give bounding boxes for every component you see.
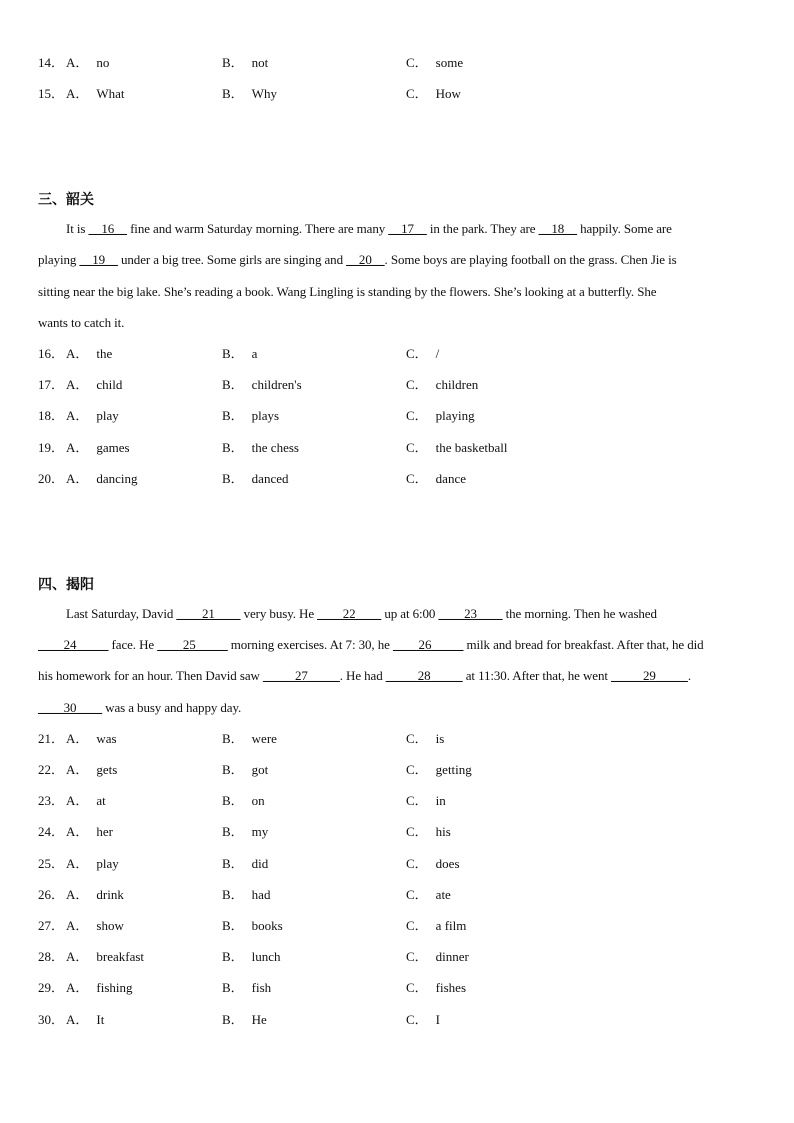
passage4-line3: his homework for an hour. Then David saw _____27_____. He had _____28_____ at 11:30. After that, he went _____29_____.	[38, 668, 691, 683]
question-number: 19．	[38, 440, 65, 455]
option-a: A． play	[66, 408, 119, 423]
option-c: C． I	[406, 1012, 441, 1027]
option-a: A． dancing	[66, 471, 138, 486]
passage3-line1: It is __16__ fine and warm Saturday morning. There are many __17__ in the park. They are __18__ happily. Some are	[66, 221, 672, 236]
question-number: 15．	[38, 86, 65, 101]
passage3-line4: wants to catch it.	[38, 315, 125, 330]
option-c: C． in	[406, 793, 446, 808]
option-b: B． got	[222, 762, 269, 777]
option-b: B． plays	[222, 408, 280, 423]
passage4-line4: ____30____ was a busy and happy day.	[38, 700, 242, 715]
option-a: A． play	[66, 856, 119, 871]
question-number: 21．	[38, 731, 65, 746]
question-number: 26．	[38, 887, 65, 902]
option-a: A． the	[66, 346, 113, 361]
option-a: A． at	[66, 793, 106, 808]
passage4-line1: Last Saturday, David ____21____ very busy. He ____22____ up at 6:00 ____23____ the morning. Then he washed	[66, 606, 657, 621]
question-number: 16．	[38, 346, 65, 361]
option-a: A． gets	[66, 762, 118, 777]
option-c: C． a film	[406, 918, 467, 933]
option-a: A． breakfast	[66, 949, 145, 964]
option-b: B． Why	[222, 86, 277, 101]
question-number: 29．	[38, 980, 65, 995]
option-c: C． does	[406, 856, 460, 871]
passage3-line2: playing __19__ under a big tree. Some girls are singing and __20__. Some boys are playing football on the grass. Chen Jie is	[38, 252, 677, 267]
option-b: B． fish	[222, 980, 272, 995]
option-a: A． was	[66, 731, 117, 746]
option-c: C． ate	[406, 887, 451, 902]
option-c: C． How	[406, 86, 461, 101]
question-number: 28．	[38, 949, 65, 964]
section-heading-jieyang: 四、揭阳	[38, 577, 94, 593]
option-b: B． danced	[222, 471, 289, 486]
option-b: B． lunch	[222, 949, 281, 964]
option-a: A． What	[66, 86, 125, 101]
question-number: 22．	[38, 762, 65, 777]
option-b: B． did	[222, 856, 269, 871]
question-number: 30．	[38, 1012, 65, 1027]
option-c: C． /	[406, 346, 440, 361]
option-c: C． dance	[406, 471, 466, 486]
option-b: B． not	[222, 55, 269, 70]
section-heading-shaoguan: 三、韶关	[38, 192, 94, 208]
question-number: 18．	[38, 408, 65, 423]
option-c: C． his	[406, 824, 451, 839]
option-b: B． books	[222, 918, 283, 933]
option-a: A． It	[66, 1012, 105, 1027]
option-c: C． playing	[406, 408, 475, 423]
option-b: B． had	[222, 887, 271, 902]
option-a: A． her	[66, 824, 113, 839]
option-c: C． fishes	[406, 980, 467, 995]
option-c: C． the basketball	[406, 440, 508, 455]
question-number: 27．	[38, 918, 65, 933]
option-b: B． a	[222, 346, 258, 361]
option-a: A． drink	[66, 887, 124, 902]
passage3-line3: sitting near the big lake. She’s reading a book. Wang Lingling is standing by the flowers. She’s looking at a butterfly. She	[38, 284, 657, 299]
option-a: A． fishing	[66, 980, 133, 995]
option-c: C． is	[406, 731, 445, 746]
question-number: 25．	[38, 856, 65, 871]
option-a: A． no	[66, 55, 110, 70]
question-number: 14．	[38, 55, 65, 70]
option-c: C． dinner	[406, 949, 469, 964]
question-number: 20．	[38, 471, 65, 486]
option-c: C． children	[406, 377, 479, 392]
option-b: B． on	[222, 793, 265, 808]
option-c: C． getting	[406, 762, 472, 777]
option-b: B． He	[222, 1012, 267, 1027]
option-b: B． my	[222, 824, 269, 839]
option-b: B． were	[222, 731, 277, 746]
option-b: B． children's	[222, 377, 302, 392]
question-number: 17．	[38, 377, 65, 392]
option-a: A． child	[66, 377, 123, 392]
option-a: A． show	[66, 918, 124, 933]
option-c: C． some	[406, 55, 464, 70]
passage4-line2: ____24_____ face. He ____25_____ morning exercises. At 7: 30, he ____26_____ milk and bread for breakfast. After that, he did	[38, 637, 704, 652]
option-a: A． games	[66, 440, 130, 455]
question-number: 24．	[38, 824, 65, 839]
question-number: 23．	[38, 793, 65, 808]
option-b: B． the chess	[222, 440, 299, 455]
